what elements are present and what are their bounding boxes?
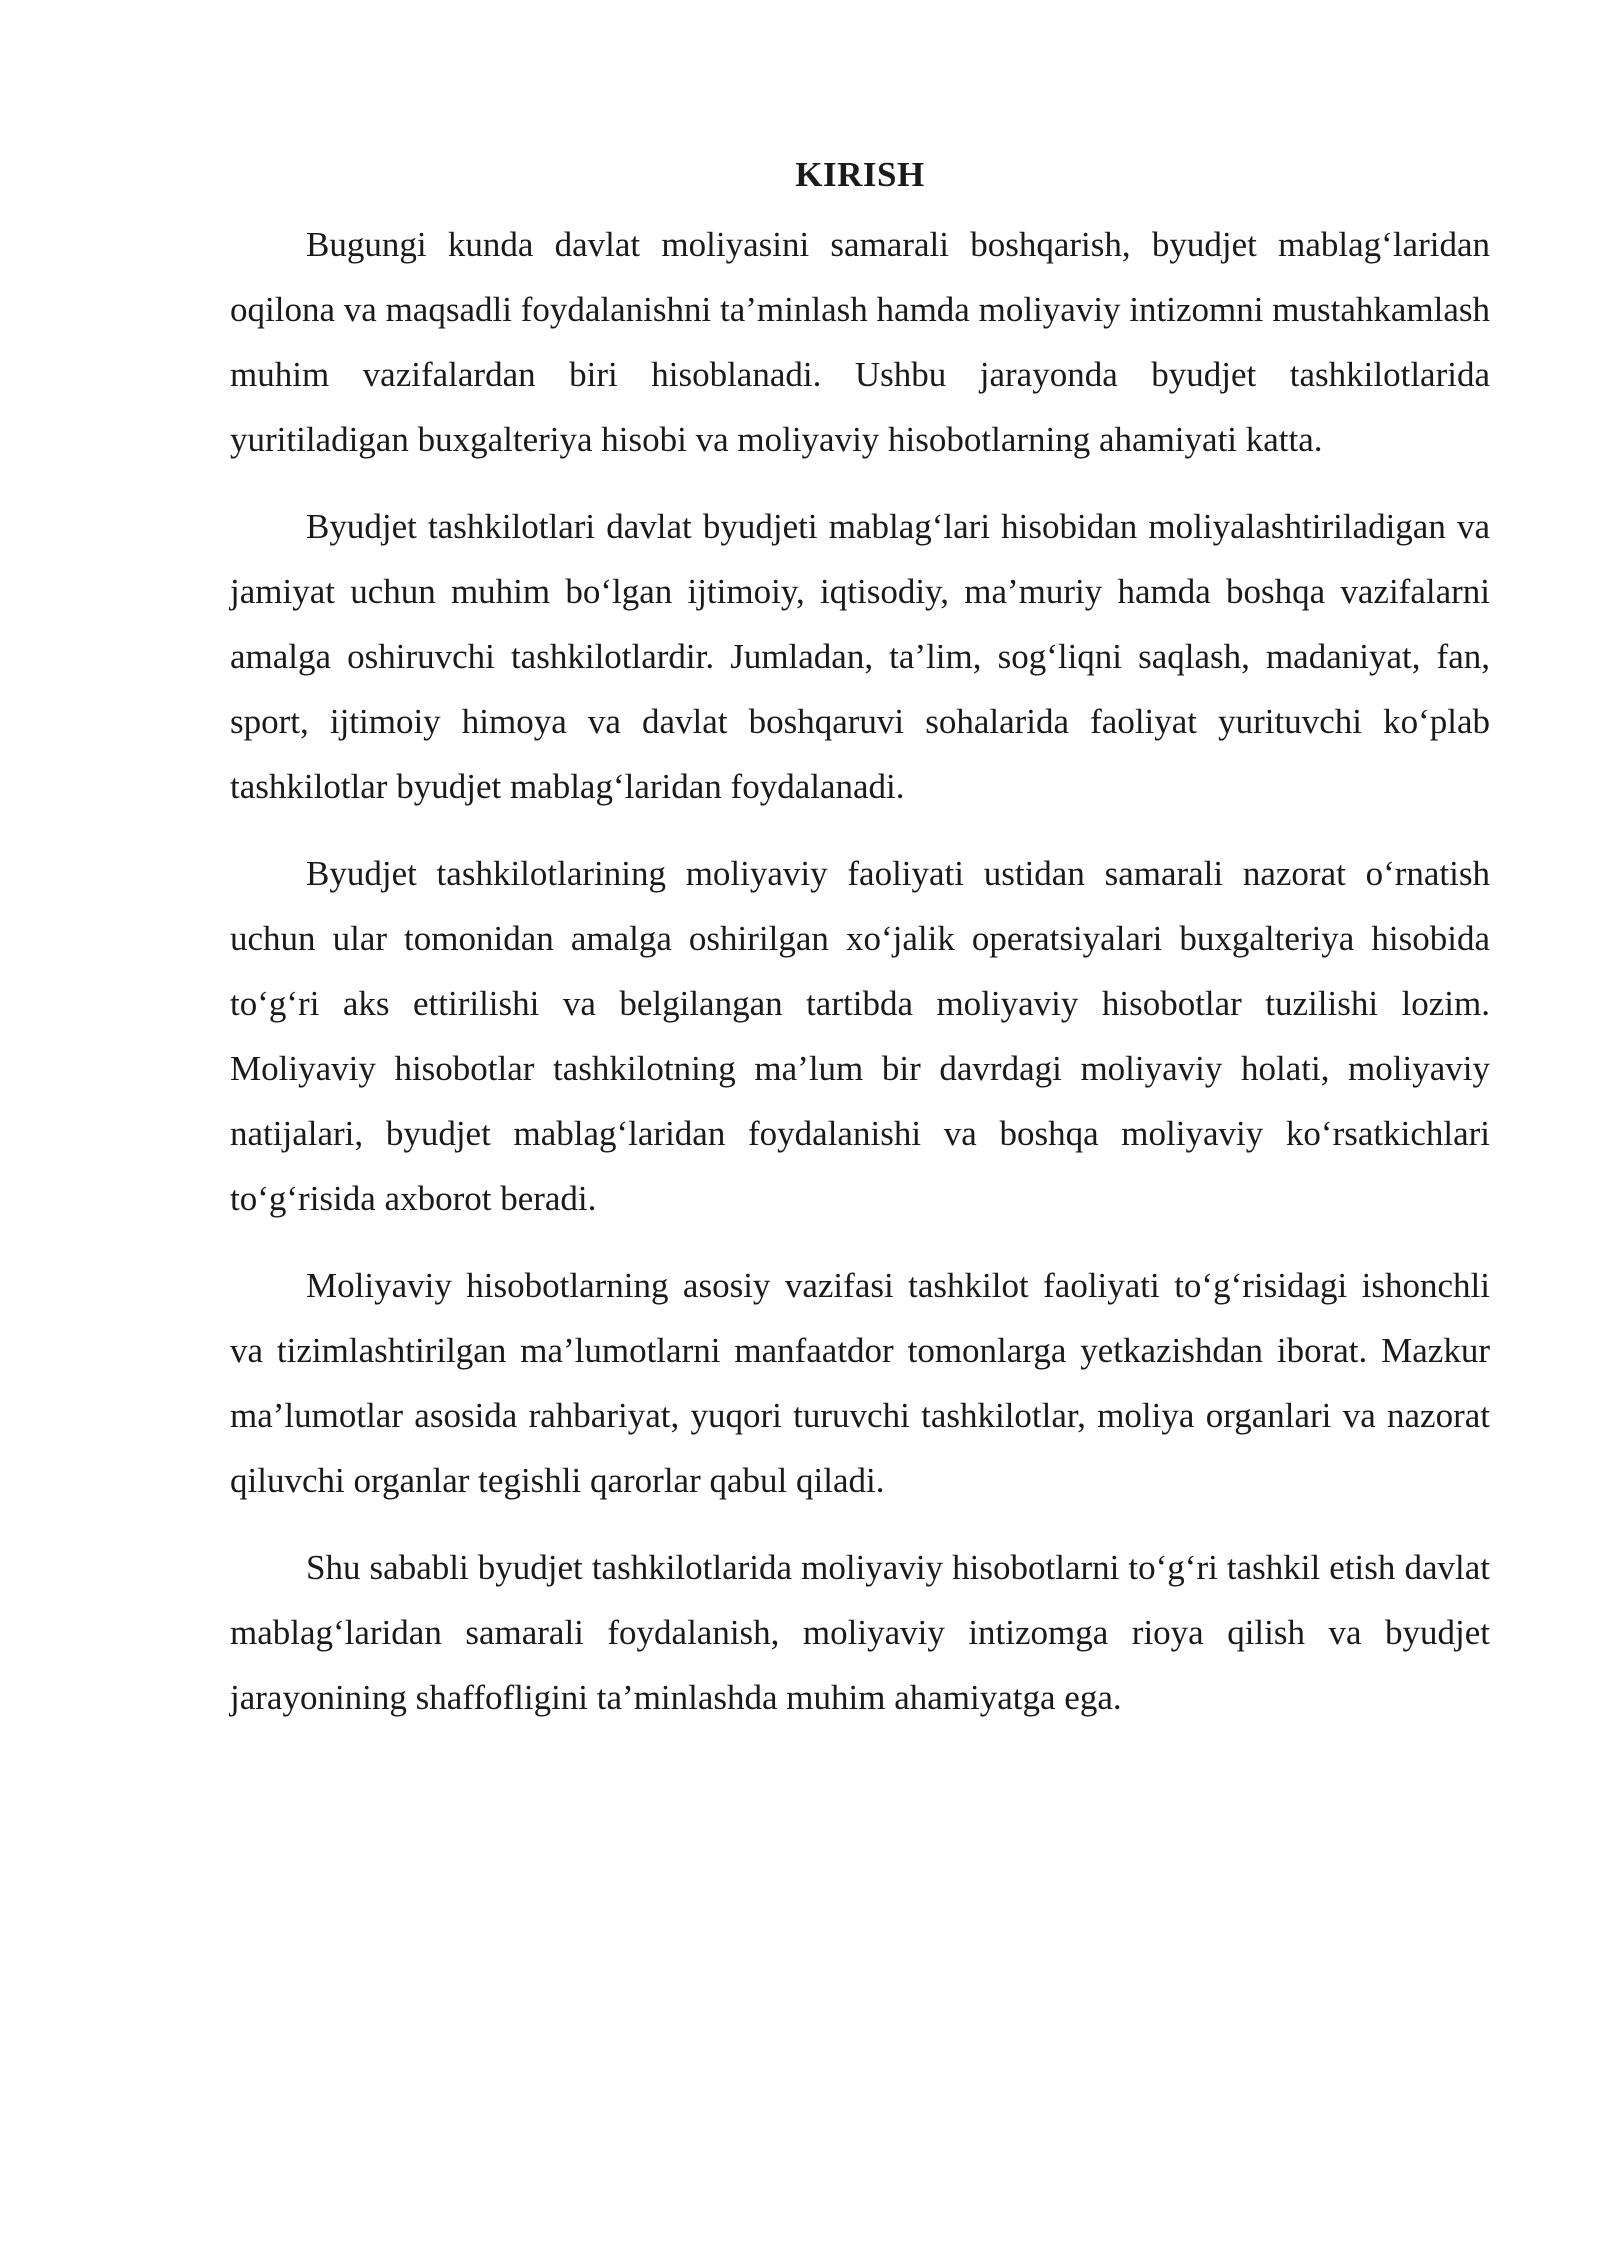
paragraph-3: Byudjet tashkilotlarining moliyaviy faoliyati ustidan samarali nazorat o‘rnatish uchun ular tomonidan amalga oshirilgan xo‘jalik operatsiyalari buxgalteriya hisobida to‘g‘ri aks ettirilishi va belgilangan tartibda moliyaviy hisobotlar tuzilishi lozim. Moliyaviy hisobotlar tashkilotning ma’lum bir davrdagi moliyaviy holati, moliyaviy natijalari, byudjet mablag‘laridan foydalanishi va boshqa moliyaviy ko‘rsatkichlari to‘g‘risida axborot beradi. [230, 854, 1490, 1218]
paragraph-5: Shu sababli byudjet tashkilotlarida moliyaviy hisobotlarni to‘g‘ri tashkil etish davlat mablag‘laridan samarali foydalanish, moliyaviy intizomga rioya qilish va byudjet jarayonining shaffofligini ta’minlashda muhim ahamiyatga ega. [230, 1548, 1490, 1717]
page-title: KIRISH [795, 155, 925, 194]
paragraph-4: Moliyaviy hisobotlarning asosiy vazifasi tashkilot faoliyati to‘g‘risidagi ishonchli va tizimlashtirilgan ma’lumotlarni manfaatdor tomonlarga yetkazishdan iborat. Mazkur ma’lumotlar asosida rahbariyat, yuqori turuvchi tashkilotlar, moliya organlari va nazorat qiluvchi organlar tegishli qarorlar qabul qiladi. [230, 1266, 1490, 1500]
paragraph-1: Bugungi kunda davlat moliyasini samarali boshqarish, byudjet mablag‘laridan oqilona va maqsadli foydalanishni ta’minlash hamda moliyaviy intizomni mustahkamlash muhim vazifalardan biri hisoblanadi. Ushbu jarayonda byudjet tashkilotlarida yuritiladigan buxgalteriya hisobi va moliyaviy hisobotlarning ahamiyati katta. [230, 225, 1490, 459]
paragraph-2: Byudjet tashkilotlari davlat byudjeti mablag‘lari hisobidan moliyalashtiriladigan va jamiyat uchun muhim bo‘lgan ijtimoiy, iqtisodiy, ma’muriy hamda boshqa vazifalarni amalga oshiruvchi tashkilotlardir. Jumladan, ta’lim, sog‘liqni saqlash, madaniyat, fan, sport, ijtimoiy himoya va davlat boshqaruvi sohalarida faoliyat yurituvchi ko‘plab tashkilotlar byudjet mablag‘laridan foydalanadi. [230, 507, 1490, 806]
document-body [230, 150, 1490, 1752]
